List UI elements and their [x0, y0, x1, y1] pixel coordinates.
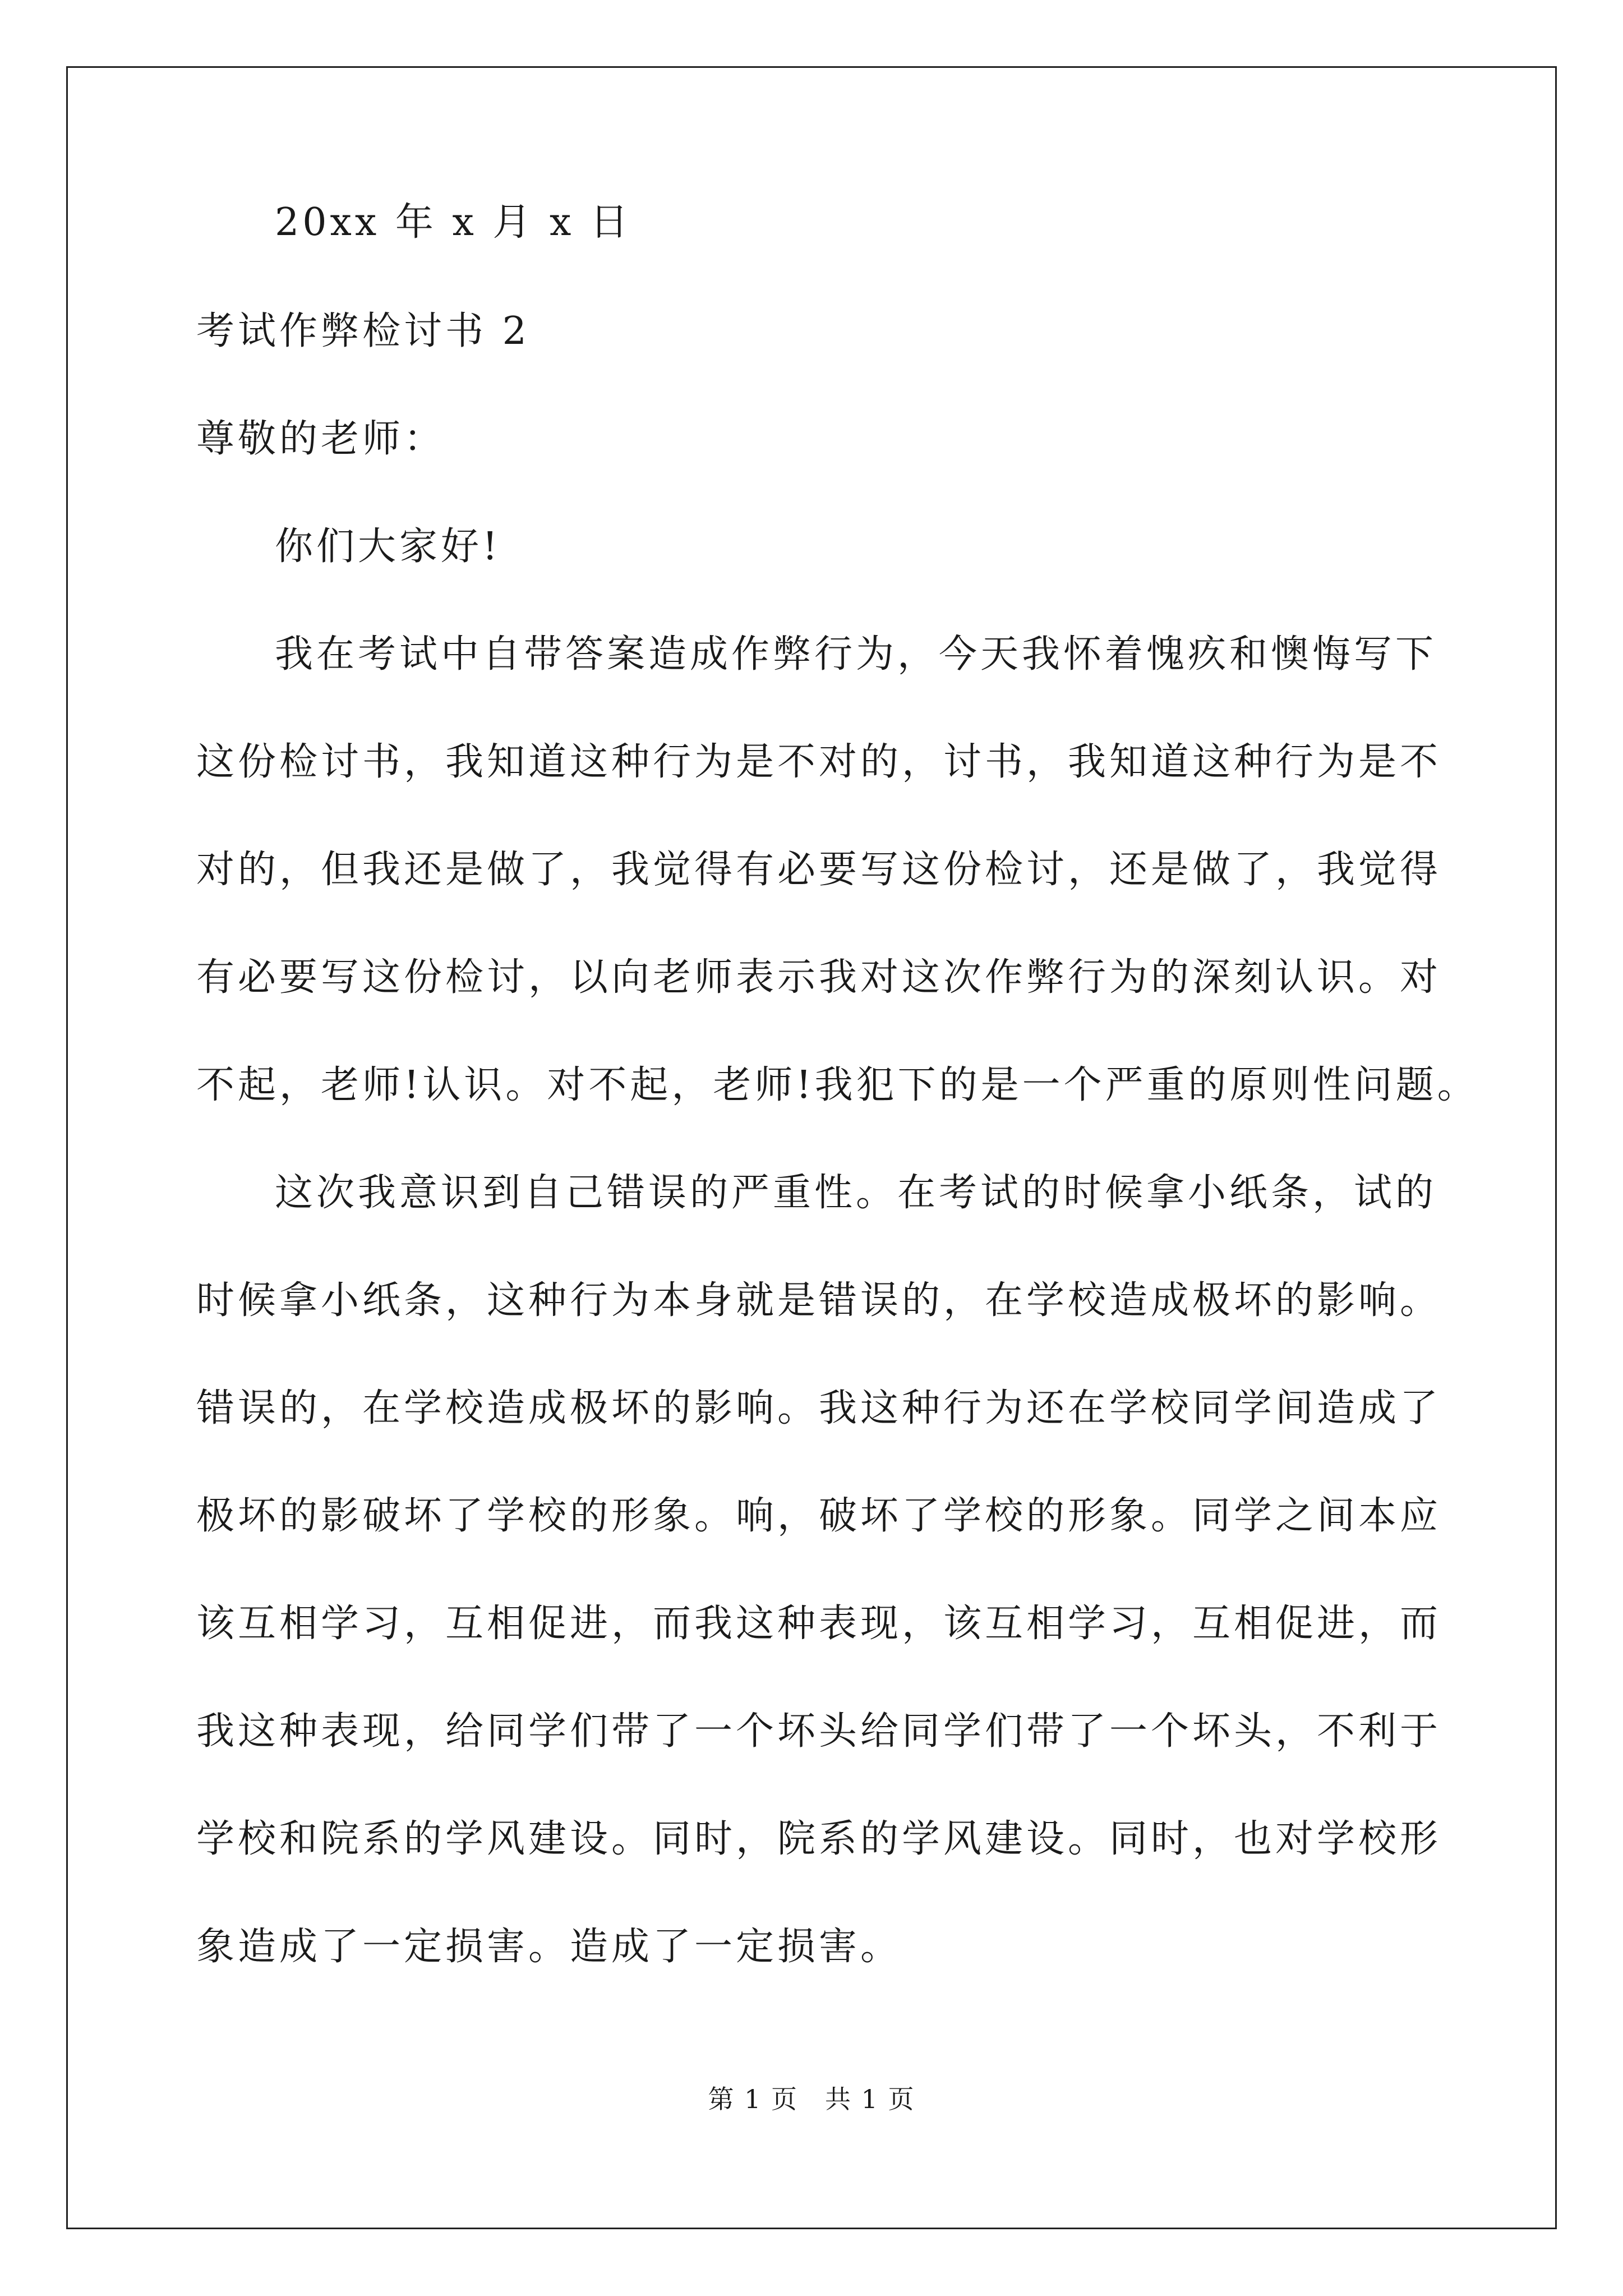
- paragraph-line: 这次我意识到自己错误的严重性。在考试的时候拿小纸条，试的: [275, 1171, 1437, 1215]
- paragraph-line: 学校和院系的学风建设。同时，院系的学风建设。同时，也对学校形: [196, 1817, 1442, 1861]
- paragraph-line: 我在考试中自带答案造成作弊行为，今天我怀着愧疚和懊悔写下: [275, 632, 1437, 677]
- page-total: 共 1 页: [825, 2084, 915, 2114]
- paragraph-line: 对的，但我还是做了，我觉得有必要写这份检讨，还是做了，我觉得: [196, 848, 1442, 892]
- paragraph-line: 时候拿小纸条，这种行为本身就是错误的，在学校造成极坏的影响。: [196, 1278, 1442, 1323]
- page-footer: [0, 2085, 1623, 2114]
- paragraph-2: [196, 1171, 1442, 1969]
- paragraph-line: 错误的，在学校造成极坏的影响。我这种行为还在学校同学间造成了: [196, 1386, 1442, 1430]
- paragraph-line: 有必要写这份检讨，以向老师表示我对这次作弊行为的深刻认识。对: [196, 955, 1442, 1000]
- paragraph-1: [196, 632, 1479, 1107]
- paragraph-line: 这份检讨书，我知道这种行为是不对的，讨书，我知道这种行为是不: [196, 740, 1442, 784]
- salutation: 尊敬的老师：: [196, 417, 446, 461]
- paragraph-line: 该互相学习，互相促进，而我这种表现，该互相学习，互相促进，而: [196, 1602, 1442, 1646]
- document-title: 考试作弊检讨书 2: [196, 309, 530, 353]
- paragraph-line: 极坏的影破坏了学校的形象。响，破坏了学校的形象。同学之间本应: [196, 1494, 1442, 1538]
- paragraph-line: 我这种表现，给同学们带了一个坏头给同学们带了一个坏头，不利于: [196, 1709, 1442, 1754]
- paragraph-line: 不起，老师!认识。对不起，老师!我犯下的是一个严重的原则性问题。: [196, 1063, 1479, 1107]
- page-number: 第 1 页: [708, 2084, 798, 2114]
- document-body: [196, 200, 1479, 2034]
- date-line: 20xx 年 x 月 x 日: [275, 200, 632, 245]
- paragraph-line: 象造成了一定损害。造成了一定损害。: [196, 1925, 902, 1969]
- greeting: 你们大家好!: [275, 524, 501, 569]
